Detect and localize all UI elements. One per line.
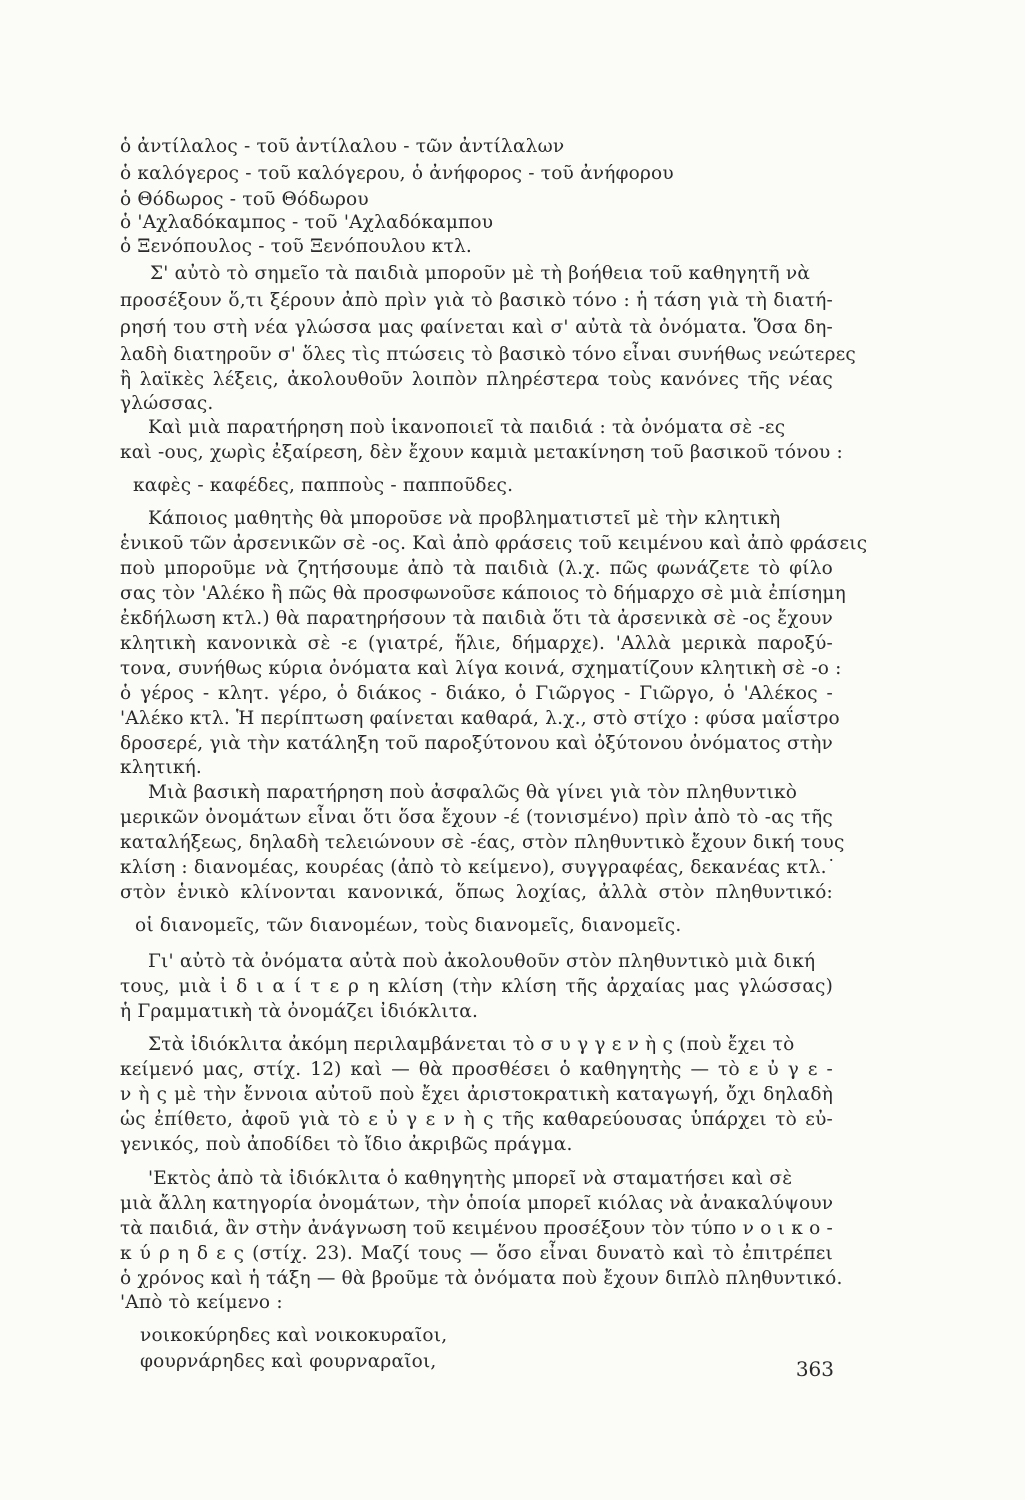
text-line: ποὺ μποροῦμε νὰ ζητήσουμε ἀπὸ τὰ παιδιὰ (λ.χ. πῶς φωνάζετε τὸ φίλο [120, 558, 833, 579]
text-line: ὡς ἐπίθετο, ἀφοῦ γιὰ τὸ ε ὐ γ ε ν ὴ ς τῆς καθαρεύουσας ὑπάρχει τὸ εὐ- [120, 1109, 833, 1130]
text-line: ὁ 'Αχλαδόκαμπος - τοῦ 'Αχλαδόκαμπου [120, 212, 494, 233]
text-line: καταλήξεως, δηλαδὴ τελειώνουν σὲ -έας, στὸν πληθυντικὸ ἔχουν δική τους [120, 832, 845, 853]
text-line: οἱ διανομεῖς, τῶν διανομέων, τοὺς διανομεῖς, διανομεῖς. [135, 915, 682, 936]
text-line: καφὲς - καφέδες, παπποὺς - παπποῦδες. [133, 475, 514, 496]
text-line: νοικοκύρηδες καὶ νοικοκυραῖοι, [140, 1325, 448, 1346]
text-line: 'Εκτὸς ἀπὸ τὰ ἰδιόκλιτα ὁ καθηγητὴς μπορεῖ νὰ σταματήσει καὶ σὲ [148, 1168, 793, 1189]
text-line: Στὰ ἰδιόκλιτα ἀκόμη περιλαμβάνεται τὸ σ υ γ γ ε ν ὴ ς (ποὺ ἔχει τὸ [148, 1034, 795, 1055]
text-line: κλητική. [120, 757, 202, 778]
text-line: στὸν ἑνικὸ κλίνονται κανονικά, ὅπως λοχίας, ἀλλὰ στὸν πληθυντικό: [120, 882, 833, 903]
text-line: καὶ -ους, χωρὶς ἐξαίρεση, δὲν ἔχουν καμιὰ μετακίνηση τοῦ βασικοῦ τόνου : [120, 442, 843, 463]
text-line: μερικῶν ὀνομάτων εἶναι ὅτι ὅσα ἔχουν -έ (τονισμένο) πρὶν ἀπὸ τὸ -ας τῆς [120, 807, 833, 828]
text-line: ὁ χρόνος καὶ ἡ τάξη — θὰ βροῦμε τὰ ὀνόματα ποὺ ἔχουν διπλὸ πληθυντικό. [120, 1268, 843, 1289]
text-line: ν ὴ ς μὲ τὴν ἔννοια αὐτοῦ ποὺ ἔχει ἀριστοκρατικὴ καταγωγή, ὄχι δηλαδὴ [120, 1084, 833, 1105]
text-line: σας τὸν 'Αλέκο ἢ πῶς θὰ προσφωνοῦσε κάποιος τὸ δήμαρχο σὲ μιὰ ἐπίσημη [120, 583, 846, 604]
text-line: Γι' αὐτὸ τὰ ὀνόματα αὐτὰ ποὺ ἀκολουθοῦν στὸν πληθυντικὸ μιὰ δική [148, 951, 816, 972]
text-line: Σ' αὐτὸ τὸ σημεῖο τὰ παιδιὰ μποροῦν μὲ τὴ βοήθεια τοῦ καθηγητῆ νὰ [150, 263, 811, 284]
text-line: ἑνικοῦ τῶν ἀρσενικῶν σὲ -ος. Καὶ ἀπὸ φράσεις τοῦ κειμένου καὶ ἀπὸ φράσεις [120, 533, 868, 554]
text-line: ὁ Θόδωρος - τοῦ Θόδωρου [120, 189, 369, 210]
text-line: προσέξουν ὅ,τι ξέρουν ἀπὸ πρὶν γιὰ τὸ βασικὸ τόνο : ἡ τάση γιὰ τὴ διατή- [120, 290, 833, 311]
text-line: μιὰ ἄλλη κατηγορία ὀνομάτων, τὴν ὁποία μπορεῖ κιόλας νὰ ἀνακαλύψουν [120, 1193, 834, 1214]
text-line: γενικός, ποὺ ἀποδίδει τὸ ἴδιο ἀκριβῶς πράγμα. [120, 1134, 573, 1155]
text-line: Κάποιος μαθητὴς θὰ μποροῦσε νὰ προβληματιστεῖ μὲ τὴν κλητικὴ [148, 508, 781, 529]
text-line: τονα, συνήθως κύρια ὀνόματα καὶ λίγα κοινά, σχηματίζουν κλητικὴ σὲ -ο : [120, 658, 842, 679]
text-line: ἐκδήλωση κτλ.) θὰ παρατηρήσουν τὰ παιδιὰ ὅτι τὰ ἀρσενικὰ σὲ -ος ἔχουν [120, 608, 833, 629]
text-line: 'Απὸ τὸ κείμενο : [120, 1292, 283, 1313]
text-line: κείμενό μας, στίχ. 12) καὶ — θὰ προσθέσει ὁ καθηγητὴς — τὸ ε ὐ γ ε - [120, 1059, 833, 1080]
text-line: κλίση : διανομέας, κουρέας (ἀπὸ τὸ κείμενο), συγγραφέας, δεκανέας κτλ.˙ [120, 857, 837, 878]
text-line: φουρνάρηδες καὶ φουρναραῖοι, [140, 1351, 437, 1372]
text-line: ὁ ἀντίλαλος - τοῦ ἀντίλαλου - τῶν ἀντίλαλων [120, 136, 565, 157]
text-line: κ ύ ρ η δ ε ς (στίχ. 23). Μαζί τους — ὅσο εἶναι δυνατὸ καὶ τὸ ἐπιτρέπει [120, 1243, 833, 1264]
page-number: 363 [795, 1357, 834, 1381]
text-line: ὁ γέρος - κλητ. γέρο, ὁ διάκος - διάκο, ὁ Γιῶργος - Γιῶργο, ὁ 'Αλέκος - [120, 683, 833, 704]
text-line: δροσερέ, γιὰ τὴν κατάληξη τοῦ παροξύτονου καὶ ὀξύτονου ὀνόματος στὴν [120, 733, 833, 754]
text-line: ἡ Γραμματικὴ τὰ ὀνομάζει ἰδιόκλιτα. [120, 1001, 479, 1022]
text-line: τὰ παιδιά, ἂν στὴν ἀνάγνωση τοῦ κειμένου προσέξουν τὸν τύπο ν ο ι κ ο - [120, 1218, 833, 1239]
text-line: ἢ λαϊκὲς λέξεις, ἀκολουθοῦν λοιπὸν πληρέστερα τοὺς κανόνες τῆς νέας [120, 369, 833, 390]
text-line: ὁ Ξενόπουλος - τοῦ Ξενόπουλου κτλ. [120, 236, 473, 257]
text-line: Μιὰ βασικὴ παρατήρηση ποὺ ἀσφαλῶς θὰ γίνει γιὰ τὸν πληθυντικὸ [148, 782, 798, 803]
text-line: 'Αλέκο κτλ. Ἡ περίπτωση φαίνεται καθαρά, λ.χ., στὸ στίχο : φύσα μαΐστρο [120, 708, 840, 729]
text-line: γλώσσας. [120, 393, 214, 414]
text-line: κλητικὴ κανονικὰ σὲ -ε (γιατρέ, ἥλιε, δήμαρχε). 'Αλλὰ μερικὰ παροξύ- [120, 633, 833, 654]
text-line: τους, μιὰ ἰ δ ι α ί τ ε ρ η κλίση (τὴν κλίση τῆς ἀρχαίας μας γλώσσας) [120, 976, 833, 997]
text-line: ὁ καλόγερος - τοῦ καλόγερου, ὁ ἀνήφορος - τοῦ ἀνήφορου [120, 163, 674, 184]
text-line: Καὶ μιὰ παρατήρηση ποὺ ἱκανοποιεῖ τὰ παιδιά : τὰ ὀνόματα σὲ -ες [148, 417, 786, 438]
text-line: λαδὴ διατηροῦν σ' ὅλες τὶς πτώσεις τὸ βασικὸ τόνο εἶναι συνήθως νεώτερες [120, 344, 856, 365]
text-line: ρησή του στὴ νέα γλώσσα μας φαίνεται καὶ σ' αὐτὰ τὰ ὀνόματα. Ὅσα δη- [120, 317, 833, 338]
